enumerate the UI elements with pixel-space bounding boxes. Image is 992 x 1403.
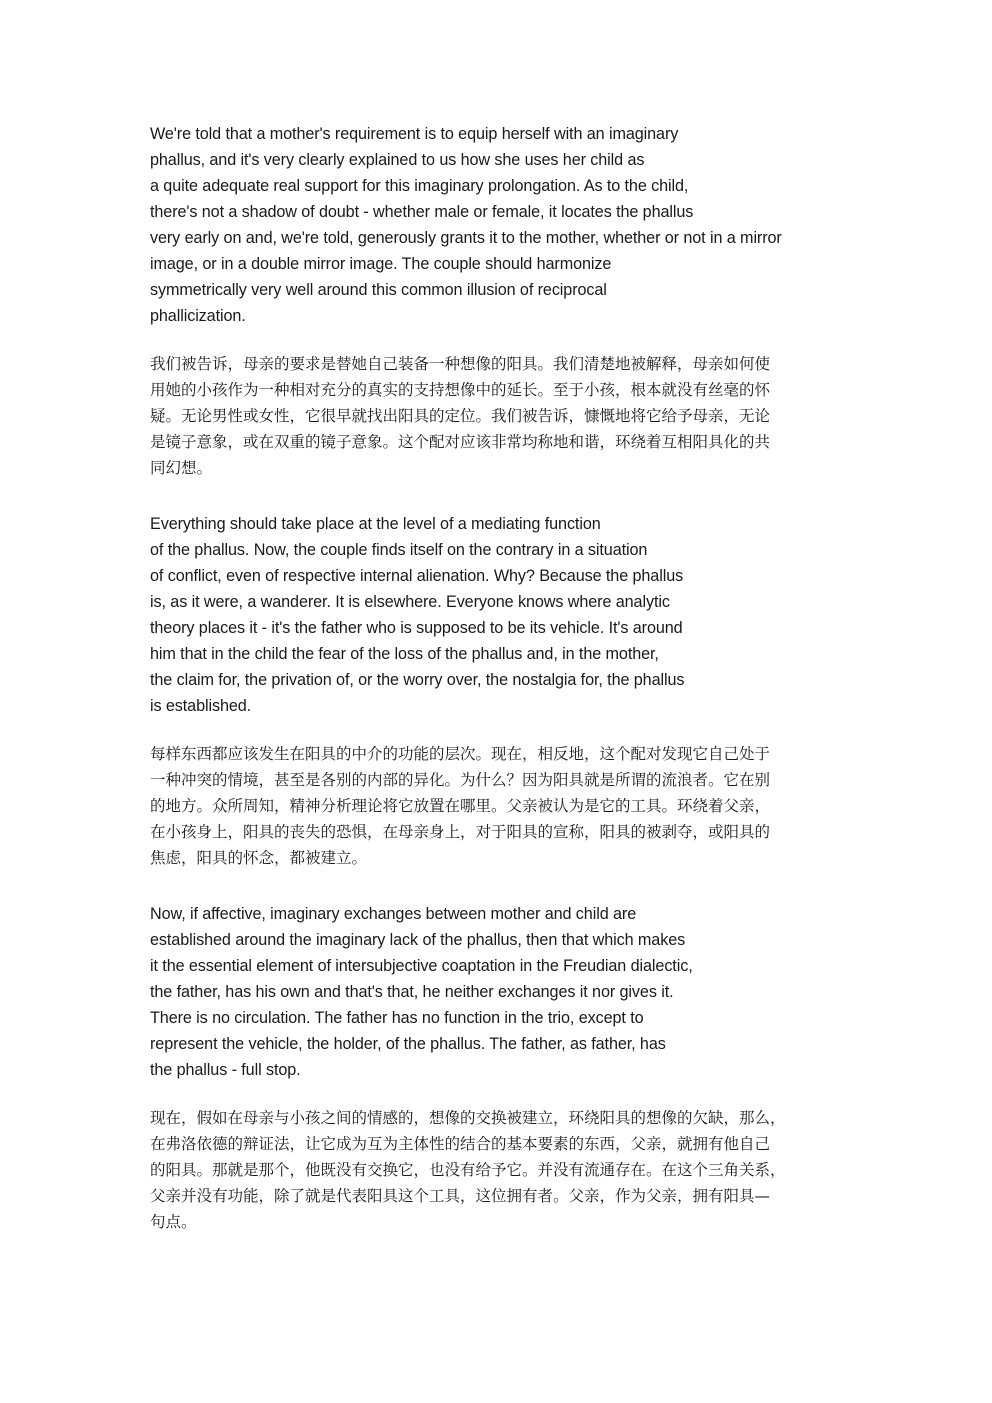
- text-line: 一种冲突的情境，甚至是各别的内部的异化。为什么？因为阳具就是所谓的流浪者。它在别: [150, 771, 771, 789]
- text-line: Now, if affective, imaginary exchanges between mother and child are: [150, 905, 637, 923]
- paragraph-en-2: [150, 511, 684, 719]
- text-line: established around the imaginary lack of the phallus, then that which makes: [150, 931, 686, 949]
- text-line: 父亲并没有功能，除了就是代表阳具这个工具，这位拥有者。父亲，作为父亲，拥有阳具—: [150, 1187, 771, 1205]
- text-line: 每样东西都应该发生在阳具的中介的功能的层次。现在，相反地，这个配对发现它自己处于: [150, 745, 771, 763]
- text-line: of the phallus. Now, the couple finds itself on the contrary in a situation: [150, 541, 648, 559]
- text-line: there's not a shadow of doubt - whether male or female, it locates the phallus: [150, 203, 694, 221]
- text-line: is, as it were, a wanderer. It is elsewhere. Everyone knows where analytic: [150, 593, 670, 611]
- paragraph-en-1: [150, 121, 782, 329]
- text-line: symmetrically very well around this common illusion of reciprocal: [150, 281, 607, 299]
- text-line: 在小孩身上，阳具的丧失的恐惧，在母亲身上，对于阳具的宣称，阳具的被剥夺，或阳具的: [150, 823, 771, 841]
- text-line: represent the vehicle, the holder, of the phallus. The father, as father, has: [150, 1035, 666, 1053]
- text-line: 句点。: [150, 1213, 197, 1231]
- text-line: the claim for, the privation of, or the worry over, the nostalgia for, the phallus: [150, 671, 685, 689]
- text-line: 焦虑，阳具的怀念，都被建立。: [150, 849, 368, 867]
- text-line: image, or in a double mirror image. The couple should harmonize: [150, 255, 612, 273]
- text-line: 同幻想。: [150, 459, 213, 477]
- text-line: There is no circulation. The father has no function in the trio, except to: [150, 1009, 644, 1027]
- text-line: theory places it - it's the father who is supposed to be its vehicle. It's around: [150, 619, 683, 637]
- text-line: a quite adequate real support for this imaginary prolongation. As to the child,: [150, 177, 689, 195]
- text-line: is established.: [150, 697, 252, 715]
- text-line: him that in the child the fear of the loss of the phallus and, in the mother,: [150, 645, 659, 663]
- text-line: 的地方。众所周知，精神分析理论将它放置在哪里。父亲被认为是它的工具。环绕着父亲，: [150, 797, 771, 815]
- text-line: 是镜子意象，或在双重的镜子意象。这个配对应该非常均称地和谐，环绕着互相阳具化的共: [150, 433, 771, 451]
- paragraph-en-3: [150, 901, 693, 1083]
- text-line: 现在，假如在母亲与小孩之间的情感的，想像的交换被建立，环绕阳具的想像的欠缺，那么，: [150, 1109, 786, 1127]
- text-line: phallicization.: [150, 307, 246, 325]
- text-line: phallus, and it's very clearly explained to us how she uses her child as: [150, 151, 645, 169]
- text-line: 的阳具。那就是那个，他既没有交换它，也没有给予它。并没有流通存在。在这个三角关系，: [150, 1161, 786, 1179]
- text-line: Everything should take place at the level of a mediating function: [150, 515, 601, 533]
- text-line: 用她的小孩作为一种相对充分的真实的支持想像中的延长。至于小孩，根本就没有丝毫的怀: [150, 381, 771, 399]
- text-line: 在弗洛依德的辩证法，让它成为互为主体性的结合的基本要素的东西，父亲，就拥有他自己: [150, 1135, 771, 1153]
- paragraph-zh-2: [150, 741, 846, 871]
- text-line: 我们被告诉，母亲的要求是替她自己装备一种想像的阳具。我们清楚地被解释，母亲如何使: [150, 355, 771, 373]
- paragraph-zh-1: [150, 351, 846, 481]
- paragraph-zh-3: [150, 1105, 846, 1235]
- text-line: 疑。无论男性或女性，它很早就找出阳具的定位。我们被告诉，慷慨地将它给予母亲，无论: [150, 407, 771, 425]
- text-line: the father, has his own and that's that, he neither exchanges it nor gives it.: [150, 983, 674, 1001]
- text-line: We're told that a mother's requirement is to equip herself with an imaginary: [150, 125, 679, 143]
- text-line: the phallus - full stop.: [150, 1061, 301, 1079]
- text-line: of conflict, even of respective internal alienation. Why? Because the phallus: [150, 567, 684, 585]
- text-line: very early on and, we're told, generously grants it to the mother, whether or not in a mirror: [150, 229, 782, 247]
- text-line: it the essential element of intersubjective coaptation in the Freudian dialectic,: [150, 957, 693, 975]
